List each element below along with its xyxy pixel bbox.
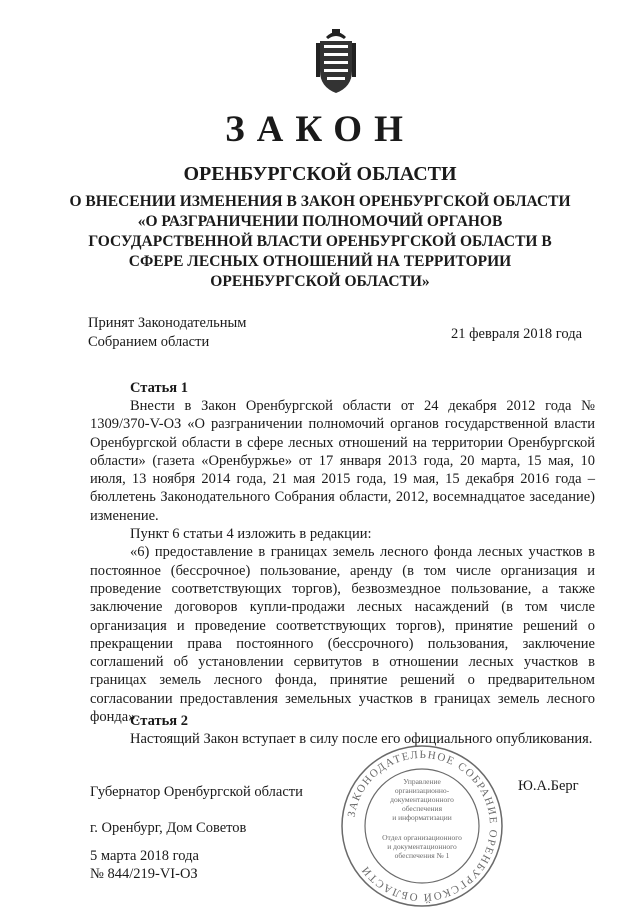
coat-of-arms-emblem xyxy=(312,27,360,97)
law-subject-title xyxy=(60,192,580,292)
article-1-title: Статья 1 xyxy=(130,380,188,396)
article-1-paragraph: «6) предоставление в границах земель лесного фонда лесных участков в постоянное (бессрочное) пользование, аренду (в том числе организация и проведение соответствующих торгов), безвозмездное пользование, а также заключение договоров купли-продажи лесных насаждений (в том числе организация и проведение соответствующих торгов), принятие решений о прекращении права постоянного (бессрочного) пользования, заключение соглашений об установлении сервитутов в отношении лесных участков в границах земель лесного фонда, принятие решений о предварительном согласовании предоставления земельных участков в границах земель лесного фонда». xyxy=(90,544,595,726)
article-1-body xyxy=(90,397,595,726)
seal-ring-text: ЗАКОНОДАТЕЛЬНОЕ СОБРАНИЕ ОРЕНБУРГСКОЙ ОБЛАСТИ xyxy=(345,748,500,904)
seal-inner-text: обеспечения № 1 xyxy=(394,851,450,860)
subject-line: СФЕРЕ ЛЕСНЫХ ОТНОШЕНИЙ НА ТЕРРИТОРИИ xyxy=(128,253,512,270)
adoption-date: 21 февраля 2018 года xyxy=(451,326,583,342)
article-2-paragraph: Настоящий Закон вступает в силу после его официального опубликования. xyxy=(130,731,593,747)
svg-text:ЗАКОНОДАТЕЛЬНОЕ СОБРАНИЕ ОРЕНБ xyxy=(346,749,500,903)
signer-name: Ю.А.Берг xyxy=(518,778,579,794)
subject-line: «О РАЗГРАНИЧЕНИИ ПОЛНОМОЧИЙ ОРГАНОВ xyxy=(137,213,503,230)
article-2-title: Статья 2 xyxy=(130,713,188,729)
seal-inner-text: и документационного xyxy=(387,842,457,851)
subject-line: ОРЕНБУРГСКОЙ ОБЛАСТИ» xyxy=(210,273,430,290)
seal-inner-text: документационного xyxy=(390,795,454,804)
seal-inner-text: Управление xyxy=(403,777,441,786)
law-title: ЗАКОН xyxy=(225,109,415,150)
signing-date: 5 марта 2018 года xyxy=(90,848,199,864)
seal-inner-text: Отдел организационного xyxy=(382,833,462,842)
seal-inner-text: и информатизации xyxy=(392,813,452,822)
article-1-paragraph: Внести в Закон Оренбургской области от 24 декабря 2012 года № 1309/370-V-ОЗ «О разграничении полномочий органов государственной власти Оренбургской области в сфере лесных отношений на территории Оренбургской области» (газета «Оренбуржье» от 17 января 2013 года, 20 марта, 15 мая, 10 июля, 13 ноября 2014 года, 21 мая 2015 года, 19 мая, 15 декабря 2016 года – бюллетень Законодательного Собрания области, 2012, восемнадцатое заседание) изменение. xyxy=(90,398,595,524)
signing-place: г. Оренбург, Дом Советов xyxy=(90,820,247,836)
adoption-info xyxy=(88,314,246,352)
signer-position: Губернатор Оренбургской области xyxy=(90,784,303,800)
seal-inner-text: обеспечения xyxy=(401,804,443,813)
adoption-line: Принят Законодательным xyxy=(88,315,247,331)
seal-inner-text: организационно- xyxy=(394,786,450,795)
subject-line: ГОСУДАРСТВЕННОЙ ВЛАСТИ ОРЕНБУРГСКОЙ ОБЛАСТИ В xyxy=(88,233,552,250)
official-seal-stamp xyxy=(338,742,506,910)
subject-line: О ВНЕСЕНИИ ИЗМЕНЕНИЯ В ЗАКОН ОРЕНБУРГСКОЙ ОБЛАСТИ xyxy=(69,193,571,210)
adoption-line: Собранием области xyxy=(88,334,210,350)
law-region-title: ОРЕНБУРГСКОЙ ОБЛАСТИ xyxy=(183,163,457,185)
law-number: № 844/219-VI-ОЗ xyxy=(90,866,198,882)
article-1-paragraph: Пункт 6 статьи 4 изложить в редакции: xyxy=(130,526,372,543)
